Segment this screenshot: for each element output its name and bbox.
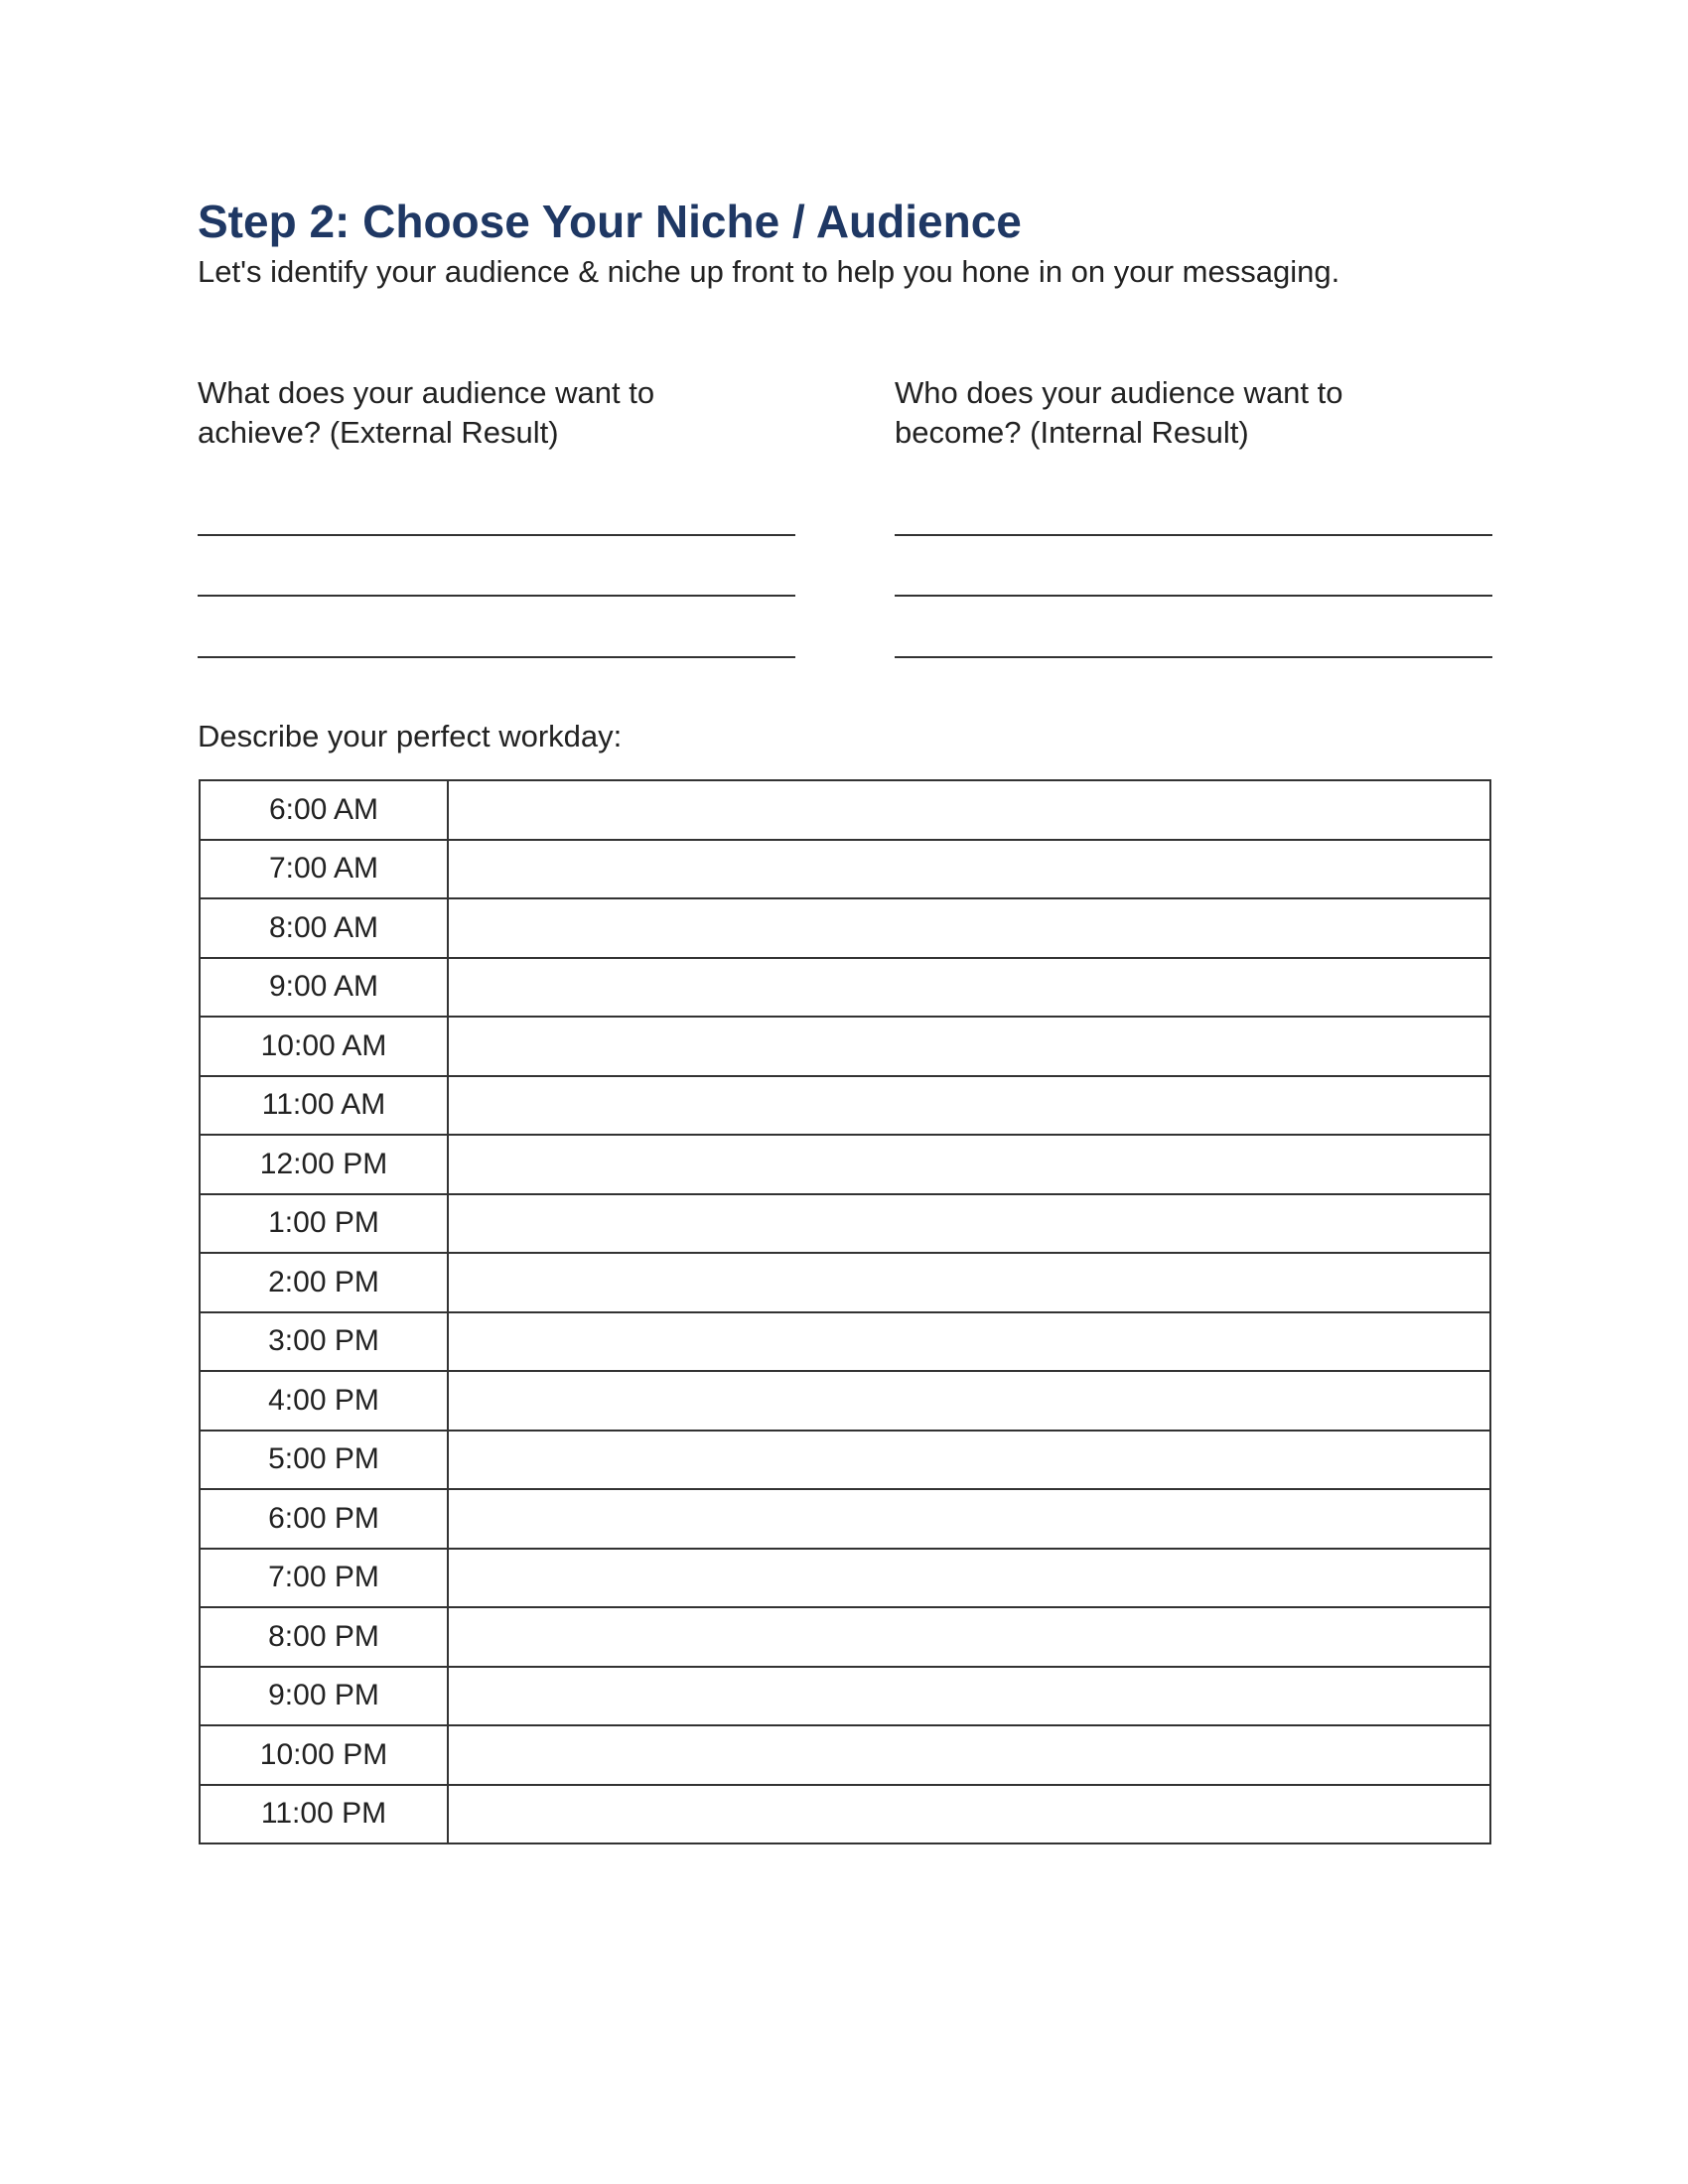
- time-cell: 6:00 PM: [200, 1489, 448, 1549]
- table-row: [200, 1135, 1490, 1194]
- table-row: [200, 1253, 1490, 1312]
- internal-result-answer-line[interactable]: [895, 534, 1492, 536]
- external-result-answer-line[interactable]: [198, 534, 795, 536]
- table-row: [200, 840, 1490, 899]
- time-cell: 11:00 PM: [200, 1785, 448, 1844]
- time-cell: 1:00 PM: [200, 1194, 448, 1254]
- table-row: [200, 1607, 1490, 1667]
- activity-cell[interactable]: [448, 1785, 1490, 1844]
- table-row: [200, 1371, 1490, 1431]
- time-cell: 9:00 AM: [200, 958, 448, 1018]
- internal-result-answer-line[interactable]: [895, 595, 1492, 597]
- table-row: [200, 1785, 1490, 1844]
- internal-result-answer-line[interactable]: [895, 656, 1492, 658]
- activity-cell[interactable]: [448, 780, 1490, 840]
- table-row: [200, 1549, 1490, 1608]
- table-row: [200, 898, 1490, 958]
- activity-cell[interactable]: [448, 1194, 1490, 1254]
- time-cell: 9:00 PM: [200, 1667, 448, 1726]
- workday-label: Describe your perfect workday:: [198, 719, 623, 753]
- activity-cell[interactable]: [448, 1135, 1490, 1194]
- activity-cell[interactable]: [448, 1253, 1490, 1312]
- table-row: [200, 958, 1490, 1018]
- time-cell: 8:00 AM: [200, 898, 448, 958]
- time-cell: 8:00 PM: [200, 1607, 448, 1667]
- table-row: [200, 1312, 1490, 1372]
- table-row: [200, 1194, 1490, 1254]
- activity-cell[interactable]: [448, 1549, 1490, 1608]
- page-title: Step 2: Choose Your Niche / Audience: [198, 196, 1022, 247]
- time-cell: 7:00 PM: [200, 1549, 448, 1608]
- table-row: [200, 1725, 1490, 1785]
- time-cell: 10:00 AM: [200, 1017, 448, 1076]
- activity-cell[interactable]: [448, 1725, 1490, 1785]
- table-row: [200, 1489, 1490, 1549]
- time-cell: 12:00 PM: [200, 1135, 448, 1194]
- activity-cell[interactable]: [448, 1076, 1490, 1136]
- table-row: [200, 1076, 1490, 1136]
- activity-cell[interactable]: [448, 898, 1490, 958]
- activity-cell[interactable]: [448, 1489, 1490, 1549]
- activity-cell[interactable]: [448, 1431, 1490, 1490]
- table-row: [200, 1667, 1490, 1726]
- activity-cell[interactable]: [448, 840, 1490, 899]
- time-cell: 11:00 AM: [200, 1076, 448, 1136]
- activity-cell[interactable]: [448, 1607, 1490, 1667]
- workday-schedule-table: [199, 779, 1491, 1844]
- table-row: [200, 1017, 1490, 1076]
- external-result-answer-line[interactable]: [198, 656, 795, 658]
- time-cell: 2:00 PM: [200, 1253, 448, 1312]
- external-result-answer-line[interactable]: [198, 595, 795, 597]
- external-result-question: What does your audience want to achieve? (External Result): [198, 375, 655, 450]
- time-cell: 10:00 PM: [200, 1725, 448, 1785]
- table-row: [200, 780, 1490, 840]
- activity-cell[interactable]: [448, 1667, 1490, 1726]
- time-cell: 6:00 AM: [200, 780, 448, 840]
- activity-cell[interactable]: [448, 1017, 1490, 1076]
- time-cell: 7:00 AM: [200, 840, 448, 899]
- time-cell: 5:00 PM: [200, 1431, 448, 1490]
- activity-cell[interactable]: [448, 1312, 1490, 1372]
- internal-result-question: Who does your audience want to become? (Internal Result): [895, 375, 1343, 450]
- page-subtitle: Let's identify your audience & niche up front to help you hone in on your messaging.: [198, 254, 1340, 289]
- table-row: [200, 1431, 1490, 1490]
- time-cell: 4:00 PM: [200, 1371, 448, 1431]
- activity-cell[interactable]: [448, 958, 1490, 1018]
- activity-cell[interactable]: [448, 1371, 1490, 1431]
- time-cell: 3:00 PM: [200, 1312, 448, 1372]
